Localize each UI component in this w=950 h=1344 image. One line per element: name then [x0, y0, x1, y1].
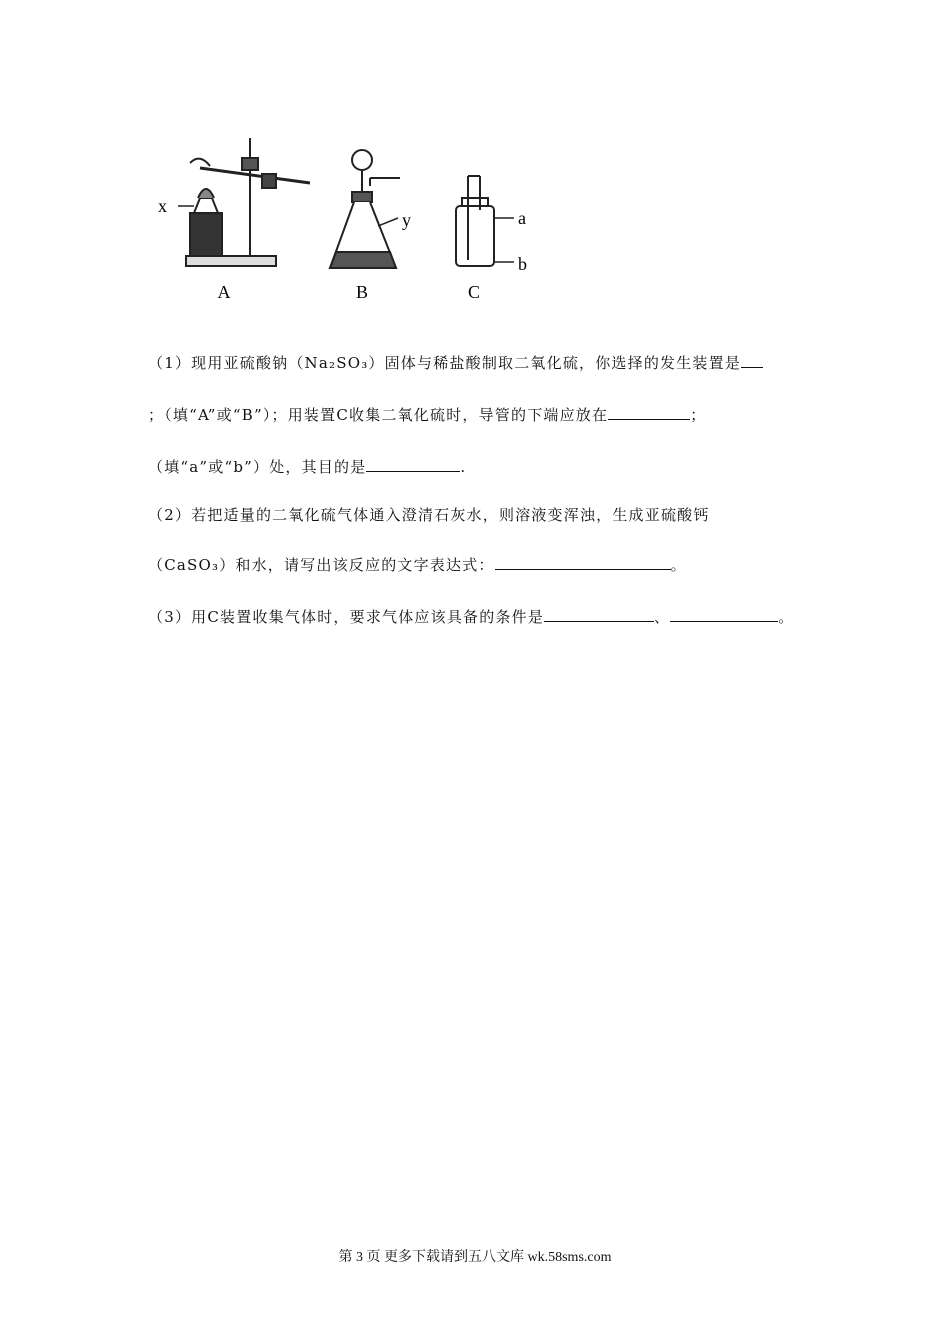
- q2-blank-equation[interactable]: [495, 555, 671, 570]
- label-b-port: b: [518, 254, 527, 274]
- q1-blank-purpose[interactable]: [366, 457, 460, 472]
- q1-blank-position[interactable]: [608, 405, 690, 420]
- apparatus-figure: [150, 128, 550, 308]
- apparatus-c: [456, 176, 514, 266]
- label-c: C: [467, 282, 481, 302]
- apparatus-a: [178, 138, 310, 266]
- label-a: A: [217, 282, 231, 302]
- page-footer: 第 3 页 更多下载请到五八文库 wk.58sms.com: [338, 1250, 612, 1265]
- label-x: x: [158, 196, 167, 216]
- label-y: y: [402, 210, 411, 230]
- q1-line3: （填“a”或“b”）处，其目的是 .: [148, 458, 467, 476]
- q1-line1: （1）现用亚硫酸钠（Na₂SO₃）固体与稀盐酸制取二氧化硫，你选择的发生装置是: [148, 352, 763, 373]
- q2-line1: （2）若把适量的二氧化硫气体通入澄清石灰水，则溶液变浑浊，生成亚硫酸钙: [148, 506, 710, 524]
- apparatus-b: [330, 150, 400, 268]
- label-a-port: a: [518, 208, 526, 228]
- apparatus-diagram: [150, 128, 550, 308]
- q3-blank-condition-2[interactable]: [670, 607, 778, 622]
- q1-blank-device[interactable]: [741, 353, 763, 368]
- q1-line2: ；（填“A”或“B”）；用装置C收集二氧化硫时，导管的下端应放在 ；: [148, 406, 707, 424]
- q2-line2: （CaSO₃）和水，请写出该反应的文字表达式： 。: [148, 556, 687, 574]
- q3-line: （3）用C装置收集气体时，要求气体应该具备的条件是 、 。: [148, 608, 795, 626]
- q3-blank-condition-1[interactable]: [544, 607, 654, 622]
- label-b: B: [355, 282, 369, 302]
